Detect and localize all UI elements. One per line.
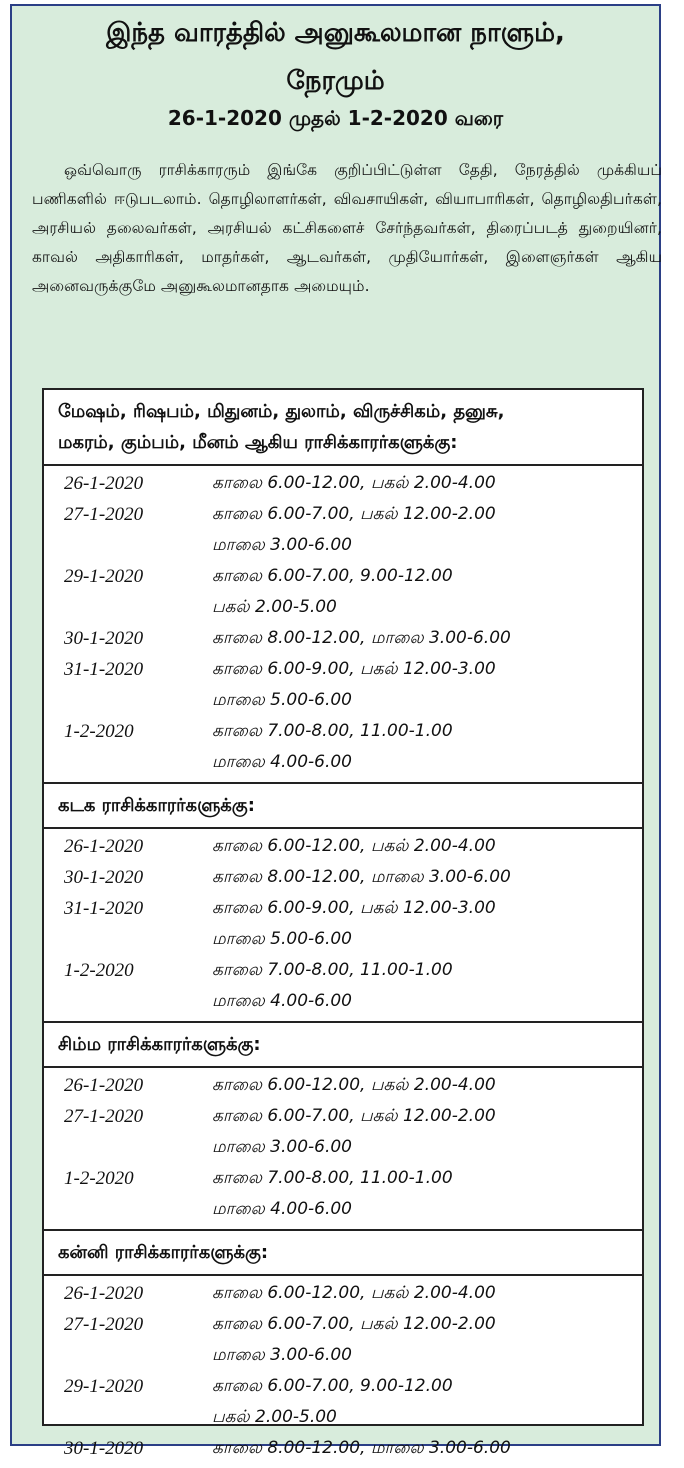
- time-slot-line: காலை 8.00-12.00, மாலை 3.00-6.00: [212, 1438, 511, 1458]
- rasi-section: [44, 782, 642, 1021]
- schedule-date: 1-2-2020: [64, 1168, 134, 1189]
- schedule-date: 1-2-2020: [64, 960, 134, 981]
- rasi-section: [44, 1229, 642, 1468]
- time-slot-line: மாலை 4.00-6.00: [212, 1199, 353, 1219]
- time-slot-line: மாலை 3.00-6.00: [212, 535, 353, 555]
- schedule-date: 31-1-2020: [64, 659, 144, 680]
- time-slot-line: காலை 7.00-8.00, 11.00-1.00: [212, 960, 453, 980]
- time-slot-line: மாலை 3.00-6.00: [212, 1137, 353, 1157]
- time-slot-line: காலை 6.00-7.00, பகல் 12.00-2.00: [212, 1314, 496, 1334]
- schedule-times: [212, 623, 642, 654]
- schedule-date: 31-1-2020: [64, 898, 144, 919]
- rasi-section: [44, 1021, 642, 1229]
- schedule-date: 27-1-2020: [64, 1314, 144, 1335]
- time-slot-line: காலை 6.00-12.00, பகல் 2.00-4.00: [212, 1283, 496, 1303]
- schedule-row: [44, 1070, 642, 1101]
- schedule-row: [44, 561, 642, 623]
- time-slot-line: மாலை 4.00-6.00: [212, 752, 353, 772]
- schedule-times: [212, 499, 642, 561]
- schedule-times: [212, 1371, 642, 1433]
- schedule-times: [212, 1278, 642, 1309]
- date-range: 26-1-2020 முதல் 1-2-2020 வரை: [167, 106, 504, 130]
- schedule-row: [44, 862, 642, 893]
- schedule-row: [44, 716, 642, 778]
- section-heading-line: மகரம், கும்பம், மீனம் ஆகிய ராசிக்காரர்களுக்கு:: [58, 432, 458, 453]
- schedule-times: [212, 1070, 642, 1101]
- section-heading-line: சிம்ம ராசிக்காரர்களுக்கு:: [58, 1034, 261, 1055]
- time-slot-line: காலை 6.00-12.00, பகல் 2.00-4.00: [212, 836, 496, 856]
- schedule-date: 29-1-2020: [64, 566, 144, 587]
- time-slot-line: காலை 6.00-7.00, பகல் 12.00-2.00: [212, 1106, 496, 1126]
- schedule-times: [212, 862, 642, 893]
- page-title: இந்த வாரத்தில் அனுகூலமான நாளும்,: [106, 18, 565, 48]
- schedule-table: [42, 388, 644, 1459]
- time-slot-line: காலை 6.00-7.00, 9.00-12.00: [212, 566, 453, 586]
- time-slot-line: காலை 6.00-12.00, பகல் 2.00-4.00: [212, 1075, 496, 1095]
- schedule-date: 30-1-2020: [64, 628, 144, 649]
- schedule-times: [212, 831, 642, 862]
- section-heading: [44, 1023, 642, 1068]
- section-heading-line: கன்னி ராசிக்காரர்களுக்கு:: [58, 1242, 269, 1263]
- schedule-rows: [44, 466, 642, 782]
- schedule-date: 27-1-2020: [64, 1106, 144, 1127]
- schedule-times: [212, 468, 642, 499]
- time-slot-line: காலை 6.00-7.00, 9.00-12.00: [212, 1376, 453, 1396]
- time-slot-line: காலை 8.00-12.00, மாலை 3.00-6.00: [212, 867, 511, 887]
- schedule-date: 30-1-2020: [64, 1438, 144, 1459]
- schedule-date: 1-2-2020: [64, 721, 134, 742]
- schedule-date: 26-1-2020: [64, 1283, 144, 1304]
- schedule-times: [212, 955, 642, 1017]
- schedule-row: [44, 955, 642, 1017]
- time-slot-line: மாலை 5.00-6.00: [212, 929, 353, 949]
- schedule-times: [212, 716, 642, 778]
- time-slot-line: பகல் 2.00-5.00: [212, 1407, 337, 1427]
- schedule-row: [44, 1433, 642, 1464]
- schedule-row: [44, 831, 642, 862]
- page-title-line2: நேரமும்: [286, 66, 385, 96]
- section-heading: [44, 784, 642, 829]
- time-slot-line: காலை 6.00-12.00, பகல் 2.00-4.00: [212, 473, 496, 493]
- time-slot-line: மாலை 5.00-6.00: [212, 690, 353, 710]
- schedule-date: 27-1-2020: [64, 504, 144, 525]
- schedule-row: [44, 468, 642, 499]
- schedule-row: [44, 1371, 642, 1433]
- section-heading: [44, 390, 642, 466]
- time-slot-line: பகல் 2.00-5.00: [212, 597, 337, 617]
- time-slot-line: காலை 8.00-12.00, மாலை 3.00-6.00: [212, 628, 511, 648]
- time-slot-line: காலை 7.00-8.00, 11.00-1.00: [212, 721, 453, 741]
- section-heading-line: கடக ராசிக்காரர்களுக்கு:: [58, 795, 255, 816]
- schedule-row: [44, 623, 642, 654]
- schedule-rows: [44, 1276, 642, 1468]
- schedule-row: [44, 1309, 642, 1371]
- schedule-date: 29-1-2020: [64, 1376, 144, 1397]
- schedule-rows: [44, 829, 642, 1021]
- schedule-row: [44, 1163, 642, 1225]
- time-slot-line: மாலை 3.00-6.00: [212, 1345, 353, 1365]
- schedule-date: 26-1-2020: [64, 1075, 144, 1096]
- schedule-times: [212, 1309, 642, 1371]
- time-slot-line: மாலை 4.00-6.00: [212, 991, 353, 1011]
- intro-paragraph: ஒவ்வொரு ராசிக்காரரும் இங்கே குறிப்பிட்டுள்ள தேதி, நேரத்தில் முக்கியப் பணிகளில் ஈடுபடலாம். தொழிலாளர்கள், விவசாயிகள், வியாபாரிகள், தொழிலதிபர்கள், அரசியல் தலைவர்கள், அரசியல் கட்சிகளைச் சேர்ந்தவர்கள், திரைப்படத் துறையினர், காவல் அதிகாரிகள், மாதர்கள், ஆடவர்கள், முதியோர்கள், இளைஞர்கள் ஆகிய அனைவருக்குமே அனுகூலமானதாக அமையும்.: [32, 161, 662, 295]
- schedule-row: [44, 1278, 642, 1309]
- schedule-times: [212, 1163, 642, 1225]
- schedule-times: [212, 561, 642, 623]
- schedule-rows: [44, 1068, 642, 1229]
- schedule-date: 30-1-2020: [64, 867, 144, 888]
- time-slot-line: காலை 7.00-8.00, 11.00-1.00: [212, 1168, 453, 1188]
- article-box: [10, 4, 662, 1459]
- time-slot-line: காலை 6.00-9.00, பகல் 12.00-3.00: [212, 898, 496, 918]
- schedule-times: [212, 1433, 642, 1464]
- schedule-times: [212, 654, 642, 716]
- schedule-row: [44, 654, 642, 716]
- schedule-date: 26-1-2020: [64, 836, 144, 857]
- time-slot-line: காலை 6.00-9.00, பகல் 12.00-3.00: [212, 659, 496, 679]
- section-heading-line: மேஷம், ரிஷபம், மிதுனம், துலாம், விருச்சிகம், தனுசு,: [58, 401, 505, 422]
- schedule-row: [44, 1101, 642, 1163]
- schedule-date: 26-1-2020: [64, 473, 144, 494]
- time-slot-line: காலை 6.00-7.00, பகல் 12.00-2.00: [212, 504, 496, 524]
- schedule-row: [44, 499, 642, 561]
- schedule-times: [212, 1101, 642, 1163]
- schedule-row: [44, 893, 642, 955]
- schedule-times: [212, 893, 642, 955]
- section-heading: [44, 1231, 642, 1276]
- rasi-section: [44, 390, 642, 782]
